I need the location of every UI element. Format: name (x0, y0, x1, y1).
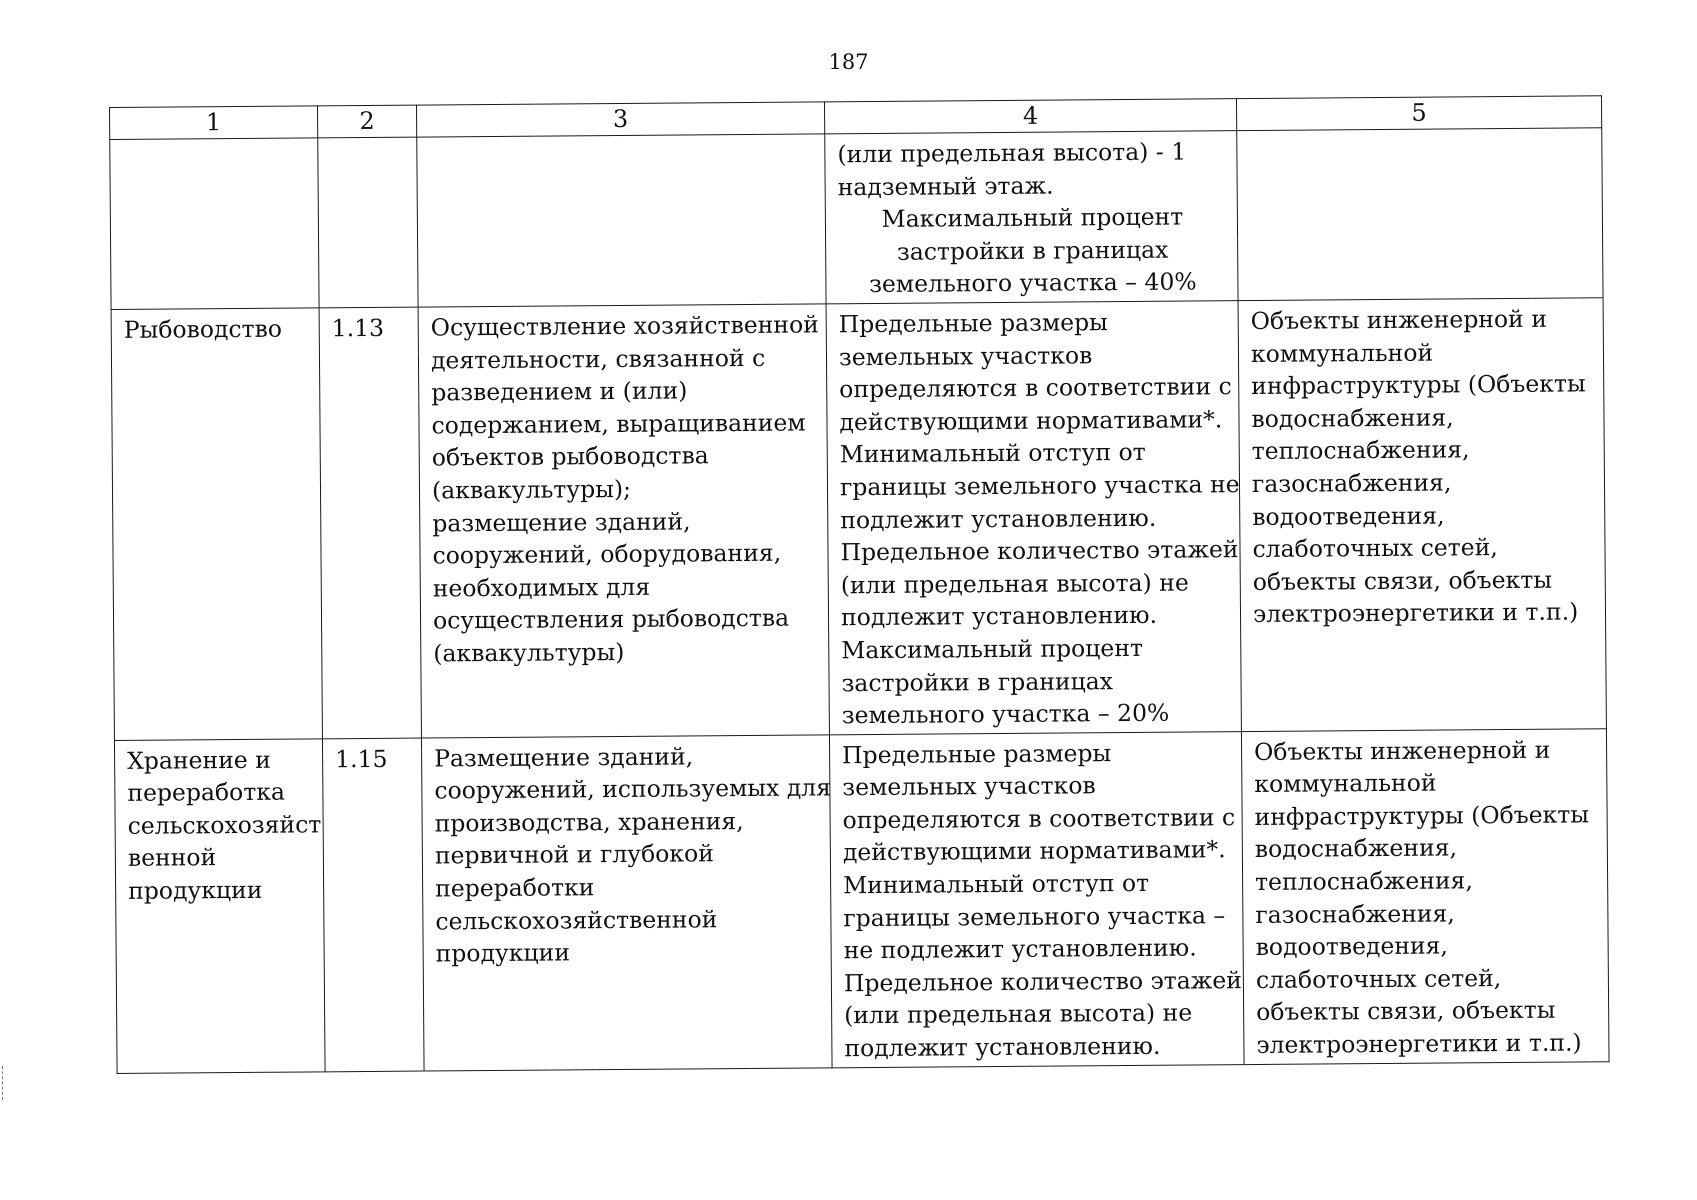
table-row (114, 728, 1609, 1073)
text-line: подлежит установлению. (844, 1031, 1161, 1063)
text-line: не подлежит установлению. (843, 933, 1197, 965)
text-line: определяются в соответствии с (839, 372, 1232, 404)
text-line: Объекты инженерной и (1253, 735, 1551, 766)
text-line: Хранение и (127, 745, 271, 775)
text-line: Предельное количество этажей (843, 965, 1242, 998)
text-line: Минимальный отступ от (843, 868, 1150, 900)
text-line: Рыбоводство (123, 314, 283, 344)
text-line: 1.13 (331, 313, 385, 343)
text-line: необходимых для (432, 572, 651, 603)
text-line: (аквакультуры) (433, 637, 625, 668)
text-line: определяются в соответствии с (842, 803, 1236, 835)
text-line: Размещение зданий, (434, 742, 694, 773)
text-line: переработка (127, 777, 286, 808)
cell-description (418, 304, 829, 738)
column-header-3: 3 (416, 102, 824, 137)
text-line: разведением и (или) (431, 376, 688, 407)
text-line: объектов рыбоводства (431, 441, 709, 472)
text-line: водоснабжения, (1254, 833, 1458, 864)
text-line: водоотведения, (1255, 931, 1449, 962)
text-line: (или предельная высота) - 1 (837, 137, 1187, 169)
text-line: 1.15 (335, 744, 388, 773)
text-line: содержанием, выращиванием (431, 408, 806, 440)
column-header-1: 1 (110, 106, 318, 140)
cell-parameters (825, 131, 1238, 304)
cell-code (319, 307, 421, 738)
text-line: Максимальный процент (881, 202, 1184, 234)
text-line: водоотведения, (1252, 501, 1445, 531)
text-line: коммунальной (1250, 338, 1434, 368)
text-line: продукции (435, 938, 571, 968)
text-line: инфраструктуры (Объекты (1254, 800, 1590, 831)
text-line: земельного участка – 20% (841, 698, 1170, 730)
text-line: венной (127, 843, 217, 873)
scan-edge-mark (2, 1066, 9, 1100)
cell-name (114, 739, 325, 1074)
text-line: теплоснабжения, (1251, 435, 1470, 466)
cell-auxiliary (1238, 298, 1606, 732)
text-line: (или предельная высота) не (840, 568, 1189, 599)
cell-parameters (829, 731, 1244, 1067)
text-line: объекты связи, объекты (1252, 565, 1553, 596)
text-line: объекты связи, объекты (1256, 996, 1556, 1027)
text-line: Предельное количество этажей (840, 535, 1239, 567)
text-line: электроэнергетики и т.п.) (1252, 597, 1579, 629)
text-line: осуществления рыбоводства (432, 603, 790, 635)
cell-name (110, 138, 319, 310)
text-line: коммунальной (1254, 768, 1437, 799)
text-line: подлежит установлению. (840, 601, 1158, 632)
text-line: электроэнергетики и т.п.) (1256, 1028, 1582, 1060)
text-line: (аквакультуры); (431, 474, 632, 505)
text-line: первичной и глубокой (434, 839, 714, 870)
text-line: размещение зданий, (432, 506, 691, 538)
text-line: Минимальный отступ от (839, 438, 1146, 469)
text-line: земельных участков (838, 340, 1093, 371)
text-line: деятельности, связанной с (430, 343, 766, 375)
text-line: теплоснабжения, (1255, 866, 1474, 897)
text-line: Предельные размеры (842, 738, 1112, 769)
cell-code (318, 137, 418, 308)
text-line: производства, хранения, (434, 806, 744, 838)
cell-description (417, 134, 826, 307)
text-line: инфраструктуры (Объекты (1251, 369, 1586, 401)
cell-parameters (826, 301, 1241, 735)
text-line: границы земельного участка – (843, 900, 1226, 932)
text-line: Предельные размеры (838, 308, 1108, 339)
column-header-2: 2 (317, 105, 416, 138)
text-line: Максимальный процент (841, 633, 1144, 665)
text-line: газоснабжения, (1255, 899, 1455, 929)
cell-name (111, 308, 322, 740)
text-line: застройки в границах (841, 666, 1114, 697)
text-line: действующими нормативами*. (839, 405, 1223, 437)
text-line: земельного участка – 40% (869, 267, 1197, 299)
cell-auxiliary (1241, 728, 1609, 1064)
text-line: земельных участков (842, 771, 1096, 802)
table-row-continuation (110, 128, 1603, 310)
text-line: границы земельного участка не (839, 470, 1240, 502)
text-line: сельскохозяйст (127, 810, 322, 840)
text-line: переработки (435, 873, 595, 903)
text-line: подлежит установлению. (840, 503, 1157, 534)
text-line: продукции (128, 875, 263, 905)
text-line: слаботочных сетей, (1252, 533, 1498, 564)
text-line: Объекты инженерной и (1250, 304, 1548, 336)
text-line: слаботочных сетей, (1255, 963, 1502, 994)
text-line: Осуществление хозяйственной (430, 310, 819, 342)
cell-code (322, 738, 424, 1072)
text-line: застройки в границах (896, 235, 1169, 266)
text-line: сооружений, используемых для (434, 773, 832, 805)
text-line: сельскохозяйственной (435, 904, 718, 936)
text-line: газоснабжения, (1251, 468, 1452, 498)
table-row (111, 298, 1606, 740)
text-line: надземный этаж. (837, 171, 1054, 201)
zoning-table (109, 95, 1610, 1073)
page-number: 187 (828, 50, 869, 74)
cell-description (421, 735, 832, 1071)
text-line: действующими нормативами*. (842, 835, 1226, 867)
cell-auxiliary (1237, 128, 1603, 301)
text-line: (или предельная высота) не (844, 998, 1193, 1030)
text-line: водоснабжения, (1251, 403, 1454, 433)
text-line: сооружений, оборудования, (432, 538, 782, 570)
column-header-4: 4 (824, 99, 1236, 134)
column-header-5: 5 (1236, 96, 1601, 131)
